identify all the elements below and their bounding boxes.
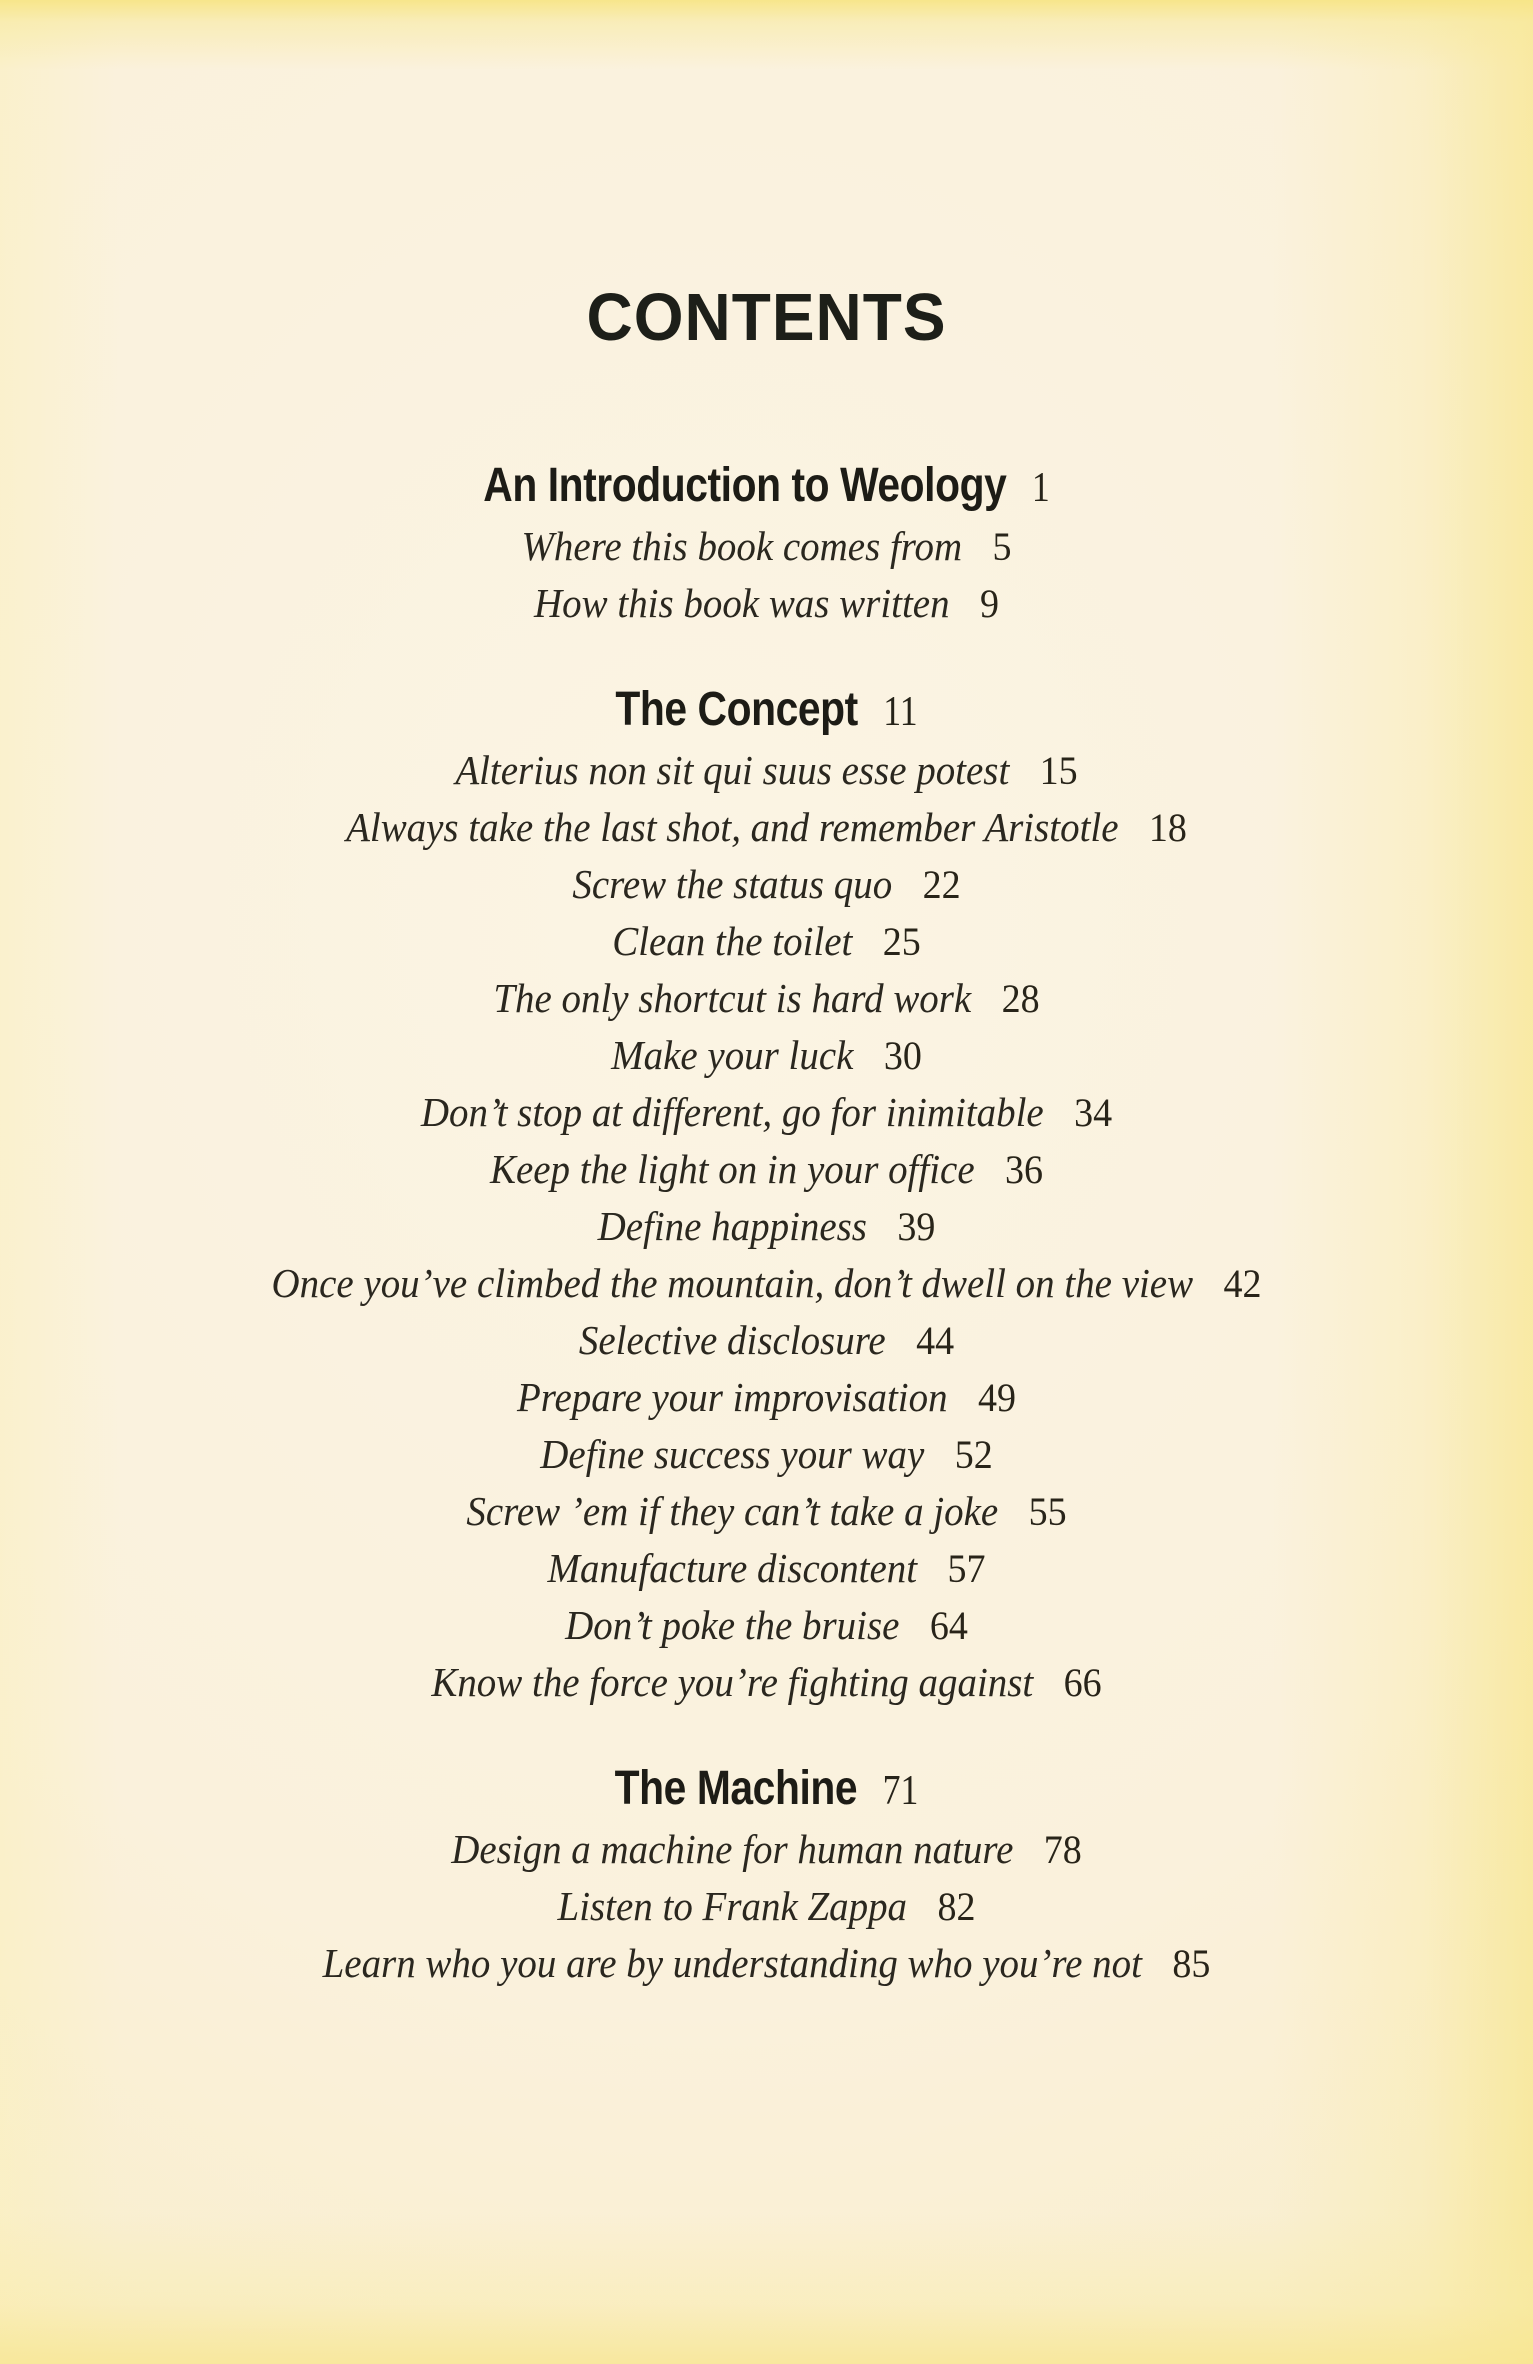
toc-entry <box>38 1255 1494 1312</box>
entry-page-number: 78 <box>1043 1827 1082 1872</box>
entry-title: How this book was written <box>534 580 950 626</box>
entry-title: Where this book comes from <box>521 523 963 569</box>
toc-entry <box>38 742 1494 799</box>
toc-entry <box>38 1935 1494 1992</box>
entry-title: Don’t poke the bruise <box>565 1602 900 1648</box>
entry-page-number: 42 <box>1223 1261 1262 1306</box>
entry-page-number: 9 <box>979 581 999 626</box>
section-heading-line <box>115 678 1418 742</box>
entry-title: Selective disclosure <box>578 1317 886 1363</box>
toc-entry <box>38 1821 1494 1878</box>
entry-page-number: 52 <box>954 1432 993 1477</box>
entry-page-number: 22 <box>922 862 961 907</box>
section-page-number: 11 <box>883 689 918 735</box>
toc-entry <box>38 1654 1494 1711</box>
section-heading-line <box>115 1757 1418 1821</box>
entry-page-number: 25 <box>882 919 921 964</box>
entry-title: Listen to Frank Zappa <box>557 1883 908 1929</box>
section-page-number: 1 <box>1031 465 1050 511</box>
entry-title: Keep the light on in your office <box>489 1146 975 1192</box>
toc-section <box>0 1757 1533 1992</box>
entry-title: Prepare your improvisation <box>517 1374 948 1420</box>
entry-title: Make your luck <box>611 1032 854 1078</box>
entry-page-number: 15 <box>1039 748 1078 793</box>
toc-entry <box>38 518 1494 575</box>
entry-page-number: 18 <box>1148 805 1187 850</box>
toc-entry <box>38 575 1494 632</box>
toc-entry <box>38 1141 1494 1198</box>
toc-entry <box>38 1198 1494 1255</box>
entry-page-number: 34 <box>1074 1090 1113 1135</box>
entry-title: Define happiness <box>597 1203 867 1249</box>
page-title: CONTENTS <box>586 279 947 355</box>
toc-entry <box>38 1312 1494 1369</box>
entry-title: Alterius non sit qui suus esse potest <box>455 747 1010 793</box>
entry-page-number: 85 <box>1172 1941 1211 1986</box>
entry-page-number: 49 <box>977 1375 1016 1420</box>
toc-entry <box>38 1540 1494 1597</box>
entry-page-number: 55 <box>1028 1489 1067 1534</box>
entry-title: Manufacture discontent <box>547 1545 918 1591</box>
toc-entry <box>38 1483 1494 1540</box>
entry-page-number: 64 <box>929 1603 968 1648</box>
section-heading: The Concept <box>615 683 858 736</box>
entry-title: Don’t stop at different, go for inimitable <box>420 1089 1044 1135</box>
toc-entry <box>38 1597 1494 1654</box>
toc-entry <box>38 913 1494 970</box>
entry-title: Clean the toilet <box>612 918 853 964</box>
section-heading: The Machine <box>614 1762 858 1815</box>
toc-section <box>0 454 1533 632</box>
entry-title: Design a machine for human nature <box>451 1826 1014 1872</box>
entry-page-number: 30 <box>883 1033 922 1078</box>
entry-page-number: 57 <box>947 1546 986 1591</box>
entry-page-number: 82 <box>937 1884 976 1929</box>
entry-title: Know the force you’re fighting against <box>431 1659 1034 1705</box>
entry-title: Learn who you are by understanding who you’re not <box>322 1940 1142 1986</box>
entry-title: Screw ’em if they can’t take a joke <box>466 1488 999 1534</box>
entry-title: Always take the last shot, and remember Aristotle <box>346 804 1119 850</box>
toc-entry <box>38 856 1494 913</box>
entry-page-number: 36 <box>1005 1147 1044 1192</box>
toc-sections <box>0 454 1533 1992</box>
entry-title: Define success your way <box>540 1431 925 1477</box>
section-page-number: 71 <box>882 1768 919 1814</box>
section-heading: An Introduction to Weology <box>483 459 1007 512</box>
toc-entry <box>38 1084 1494 1141</box>
entry-title: Once you’ve climbed the mountain, don’t dwell on the view <box>271 1260 1194 1306</box>
entry-page-number: 44 <box>916 1318 955 1363</box>
entry-page-number: 28 <box>1001 976 1040 1021</box>
entry-title: Screw the status quo <box>572 861 893 907</box>
toc-entry <box>38 970 1494 1027</box>
toc-entry <box>38 1878 1494 1935</box>
entry-page-number: 39 <box>897 1204 936 1249</box>
entry-page-number: 5 <box>992 524 1012 569</box>
toc-entry <box>38 1426 1494 1483</box>
toc-entry <box>38 1369 1494 1426</box>
toc-entry <box>38 799 1494 856</box>
toc-section <box>0 678 1533 1711</box>
toc-entry <box>38 1027 1494 1084</box>
section-heading-line <box>115 454 1418 518</box>
entry-page-number: 66 <box>1063 1660 1102 1705</box>
entry-title: The only shortcut is hard work <box>493 975 972 1021</box>
